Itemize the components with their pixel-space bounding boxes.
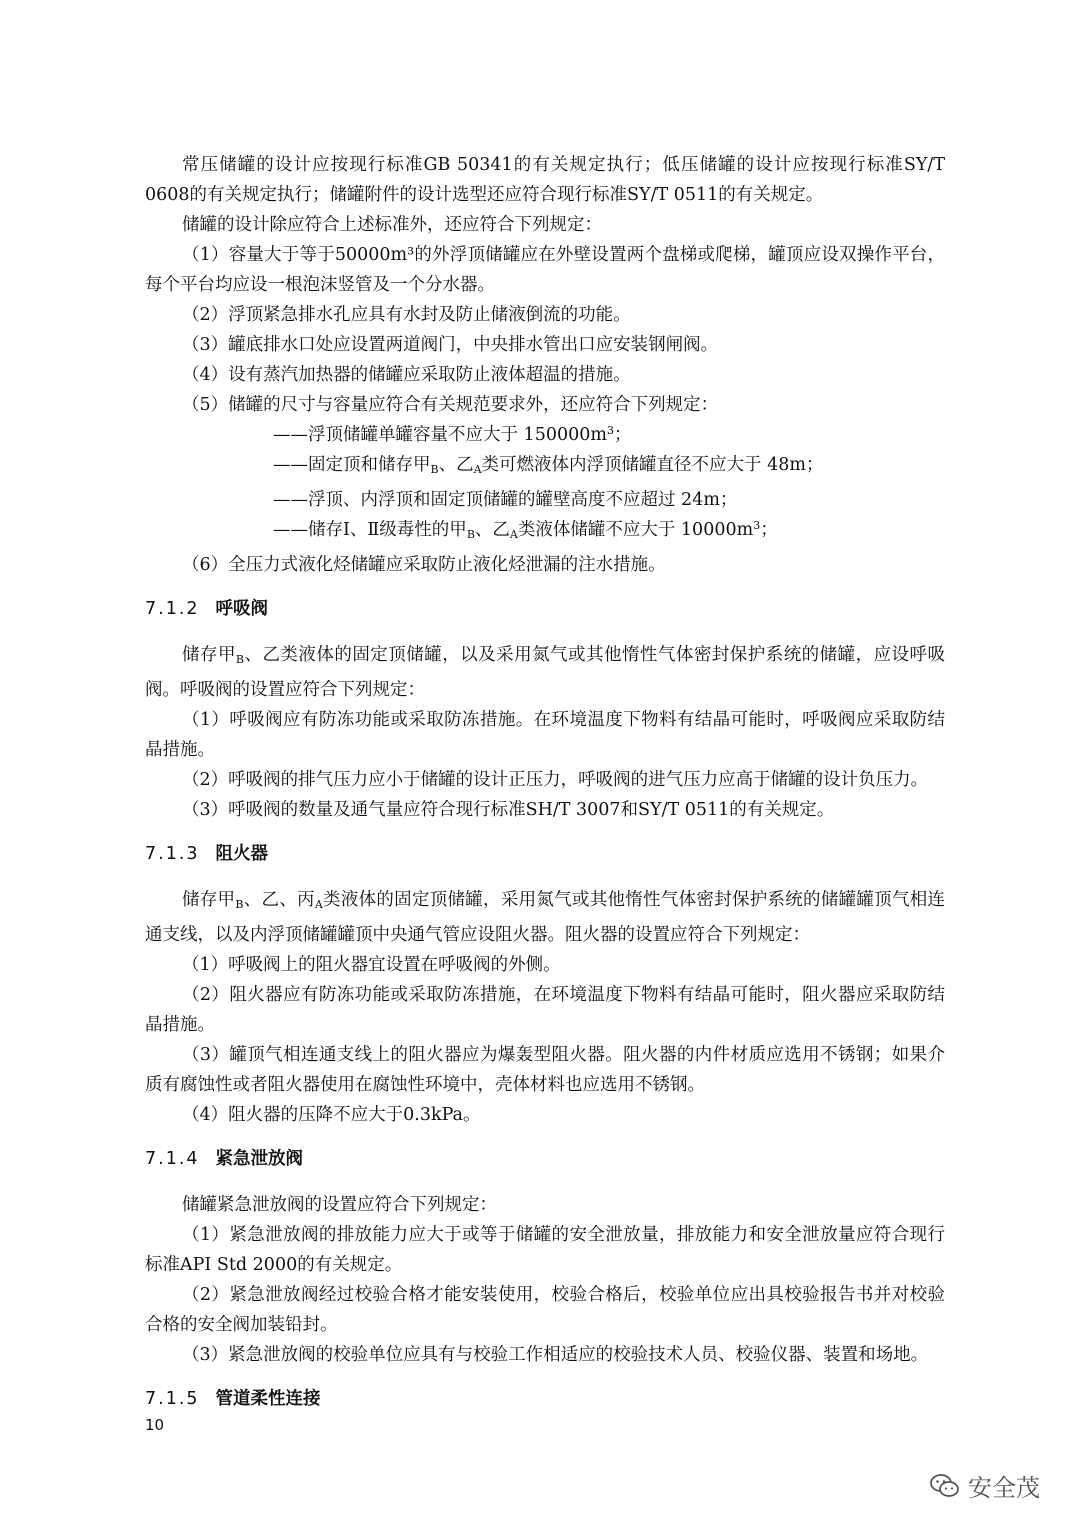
dash-line-3: ——浮顶、内浮顶和固定顶储罐的罐壁高度不应超过 24m； bbox=[273, 490, 738, 510]
s714-paragraph-1: 储罐紧急泄放阀的设置应符合下列规定： bbox=[182, 1195, 497, 1215]
intro-paragraph-2: 储罐的设计除应符合上述标准外，还应符合下列规定： bbox=[182, 215, 602, 235]
s713-item-4: （4）阻火器的压降不应大于0.3kPa。 bbox=[182, 1105, 481, 1125]
section-heading-7-1-4: 7.1.4 紧急泄放阀 bbox=[145, 1149, 304, 1169]
s714-item-2: （2）紧急泄放阀经过校验合格才能安装使用，校验合格后，校验单位应出具校验报告书并对校验合格的安全阀加装铅封。 bbox=[145, 1285, 945, 1335]
intro-paragraph-1: 常压储罐的设计应按现行标准GB 50341的有关规定执行；低压储罐的设计应按现行标准SY/T 0608的有关规定执行；储罐附件的设计选型还应符合现行标准SY/T 0511的有关规定。 bbox=[145, 155, 945, 205]
dash-line-1: ——浮顶储罐单罐容量不应大于 $150000m^3$； bbox=[273, 424, 632, 445]
intro-item-4: （4）设有蒸汽加热器的储罐应采取防止液体超温的措施。 bbox=[182, 365, 631, 385]
intro-item-6: （6）全压力式液化烃储罐应采取防止液化烃泄漏的注水措施。 bbox=[182, 555, 666, 575]
s713-item-2: （2）阻火器应有防冻功能或采取防冻措施，在环境温度下物料有结晶可能时，阻火器应采取防结晶措施。 bbox=[145, 985, 945, 1035]
section-heading-7-1-2: 7.1.2 呼吸阀 bbox=[145, 599, 269, 619]
intro-item-5: （5）储罐的尺寸与容量应符合有关规范要求外，还应符合下列规定： bbox=[182, 395, 719, 415]
s712-paragraph-1: 储存甲$_B$、乙类液体的固定顶储罐，以及采用氮气或其他惰性气体密封保护系统的储罐，应设呼吸阀。呼吸阀的设置应符合下列规定： bbox=[145, 645, 945, 700]
s712-item-3: （3）呼吸阀的数量及通气量应符合现行标准SH/T 3007和SY/T 0511的有关规定。 bbox=[182, 800, 835, 820]
section-heading-7-1-5: 7.1.5 管道柔性连接 bbox=[145, 1389, 321, 1409]
dash-line-4: ——储存Ⅰ、Ⅱ级毒性的甲$_B$、乙$_A$类液体储罐不应大于 $10000m^3$； bbox=[273, 519, 778, 541]
wechat-icon bbox=[930, 1473, 960, 1499]
s712-item-2: （2）呼吸阀的排气压力应小于储罐的设计正压力，呼吸阀的进气压力应高于储罐的设计负压力。 bbox=[182, 770, 929, 790]
s712-item-1: （1）呼吸阀应有防冻功能或采取防冻措施。在环境温度下物料有结晶可能时，呼吸阀应采取防结晶措施。 bbox=[145, 710, 945, 760]
intro-item-3: （3）罐底排水口处应设置两道阀门，中央排水管出口应安装钢闸阀。 bbox=[182, 335, 719, 355]
section-heading-7-1-3: 7.1.3 阻火器 bbox=[145, 844, 269, 864]
intro-item-2: （2）浮顶紧急排水孔应具有水封及防止储液倒流的功能。 bbox=[182, 305, 631, 325]
page-content bbox=[145, 150, 945, 1430]
s713-paragraph-1: 储存甲$_B$、乙、丙$_A$类液体的固定顶储罐，采用氮气或其他惰性气体密封保护系统的储罐罐顶气相连通支线，以及内浮顶储罐罐顶中央通气管应设阻火器。阻火器的设置应符合下列规定： bbox=[145, 890, 946, 945]
intro-item-1: （1）容量大于等于50000m³的外浮顶储罐应在外壁设置两个盘梯或爬梯，罐顶应设双操作平台，每个平台均应设一根泡沫竖管及一个分水器。 bbox=[145, 245, 945, 295]
s714-item-3: （3）紧急泄放阀的校验单位应具有与校验工作相适应的校验技术人员、校验仪器、装置和场地。 bbox=[182, 1345, 929, 1365]
watermark-text: 安全茂 bbox=[968, 1474, 1040, 1502]
watermark bbox=[930, 1468, 1040, 1503]
s714-item-1: （1）紧急泄放阀的排放能力应大于或等于储罐的安全泄放量，排放能力和安全泄放量应符合现行标准API Std 2000的有关规定。 bbox=[145, 1225, 945, 1275]
s713-item-1: （1）呼吸阀上的阻火器宜设置在呼吸阀的外侧。 bbox=[182, 955, 561, 975]
s713-item-3: （3）罐顶气相连通支线上的阻火器应为爆轰型阻火器。阻火器的内件材质应选用不锈钢；如果介质有腐蚀性或者阻火器使用在腐蚀性环境中，壳体材料也应选用不锈钢。 bbox=[145, 1045, 945, 1095]
dash-line-2: ——固定顶和储存甲$_B$、乙$_A$类可燃液体内浮顶储罐直径不应大于 48m； bbox=[273, 455, 824, 476]
page-number: 10 bbox=[145, 1416, 165, 1434]
